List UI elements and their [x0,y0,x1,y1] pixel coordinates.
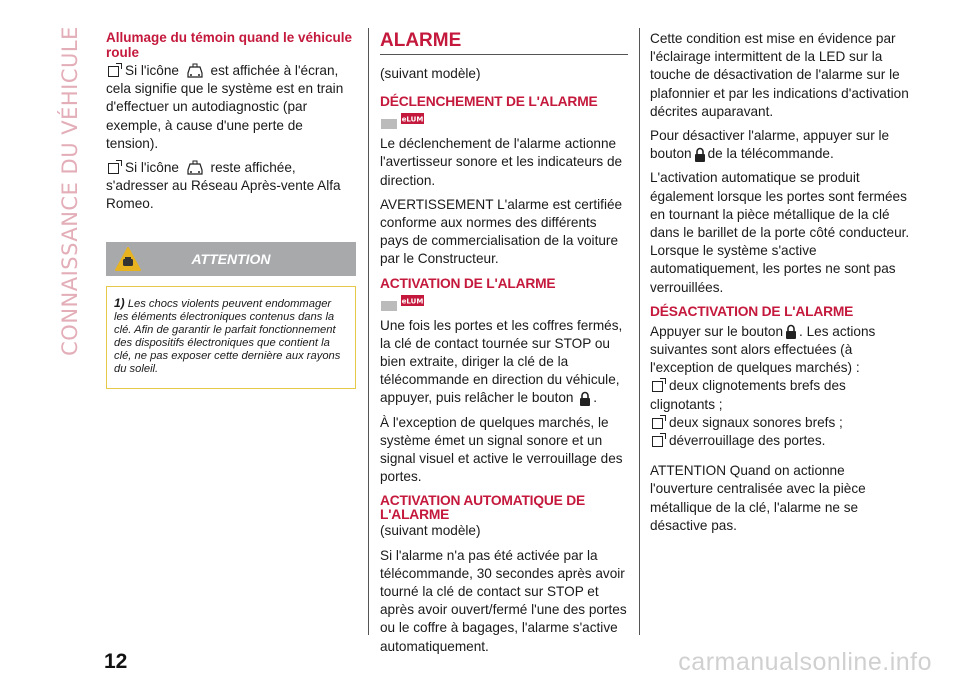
bullet-box-icon [652,381,663,392]
heading-alarm-deactivation: DÉSACTIVATION DE L'ALARME [650,303,854,319]
para-warning: AVERTISSEMENT L'alarme est certifiée conforme aux normes des différents pays de commercialisation de la voiture par le Constructeur. [380,196,623,267]
car-lock-icon [185,63,205,79]
para-attention: ATTENTION Quand on actionne l'ouverture centralisée avec la pièce métallique de la clé, l'alarme ne se désactive pas. [650,463,866,533]
column-3 [650,30,910,541]
attention-box [106,242,356,389]
attention-title: ATTENTION [191,250,271,267]
svg-text:eLUM: eLUM [401,297,424,306]
para-trigger: Le déclenchement de l'alarme actionne l'avertisseur sonore et les indicateurs de direction. [380,136,623,188]
para-activation: Une fois les portes et les coffres fermés, la clé de contact tournée sur STOP ou bien extraite, diriger la clé de la télécommande en direction du véhicule, appuyer, puis relâcher le bouton . [380,317,623,406]
item-2: Si l'icône reste affichée, s'adresser au Réseau Après-vente Alfa Romeo. [106,160,341,212]
watermark: carmanualsonline.info [678,648,932,676]
heading-auto-activation: ACTIVATION AUTOMATIQUE DE L'ALARME [380,493,586,523]
column-1 [106,30,358,389]
para-led: Cette condition est mise en évidence par l'éclairage intermittent de la LED sur la touche de désactivation de l'alarme sur le plafonnier et par les indications d'activation décrites auparavant. [650,31,909,119]
attention-body [106,286,356,389]
heading-alarm-trigger: DÉCLENCHEMENT DE L'ALARME [380,94,598,110]
list-item: deux clignotements brefs des clignotants ; [650,378,846,412]
column-divider [368,28,369,635]
bullet-box-icon [108,66,119,77]
list-item: déverrouillage des portes. [650,432,910,450]
bullet-box-icon [108,163,119,174]
alarm-title: ALARME [380,30,628,55]
item-1: Si l'icône est affichée à l'écran, cela signifie que le système est en train d'effectuer un autodiagnostic (par exemple, à cause d'une perte de tension). [106,63,344,151]
elum-badge-icon [381,295,425,311]
section-title-text: CONNAISSANCE DU VÉHICULE [58,26,82,356]
para-deactivation: Appuyer sur le bouton . Les actions suivantes sont alors effectuées (à l'exception de quelques marchés) : [650,323,876,376]
svg-text:eLUM: eLUM [401,115,424,124]
bullet-box-icon [652,418,663,429]
lock-icon [694,147,706,163]
alarm-subtitle: (suivant modèle) [380,66,481,81]
car-lock-icon [185,160,205,176]
attention-header [106,242,356,276]
page-number: 12 [104,650,128,673]
auto-activation-subtitle: (suivant modèle) [380,523,481,539]
heading-warning-light: Allumage du témoin quand le véhicule roule [106,30,353,60]
sidebar-section-title [52,26,88,356]
lock-icon [579,391,591,407]
attention-number: 1) [114,295,125,310]
lock-icon [785,324,797,340]
elum-badge-icon [381,113,425,129]
list-item: deux signaux sonores brefs ; [650,414,910,432]
heading-alarm-activation: ACTIVATION DE L'ALARME [380,275,556,291]
para-markets: À l'exception de quelques marchés, le système émet un signal sonore et un signal visuel et active le verrouillage des portes. [380,414,623,485]
column-divider [639,28,640,635]
para-auto-activation: Si l'alarme n'a pas été activée par la télécommande, 30 secondes après avoir tourné la clé de contact sur STOP et après avoir ouvert/fermé l'une des portes ou le coffre à bagages, l'alarme s'active automatiquement. [380,547,627,654]
para-auto-lock: L'activation automatique se produit également lorsque les portes sont fermées en tournant la pièce métallique de la clé dans le barillet de la porte côté conducteur. Lorsque le système s'active automatiquement, les portes ne sont pas verrouillées. [650,170,910,295]
para-deactivate-remote: Pour désactiver l'alarme, appuyer sur le bouton de la télécommande. [650,128,890,162]
bullet-box-icon [652,436,663,447]
column-2 [380,30,628,662]
warning-triangle-icon [114,246,142,272]
attention-text: Les chocs violents peuvent endommager les éléments électroniques contenus dans la clé. Afin de garantir le parfait fonctionnement des dispositifs électroniques que contient la clé, ne pas exposer cette dernière aux rayons du soleil. [114,297,341,375]
